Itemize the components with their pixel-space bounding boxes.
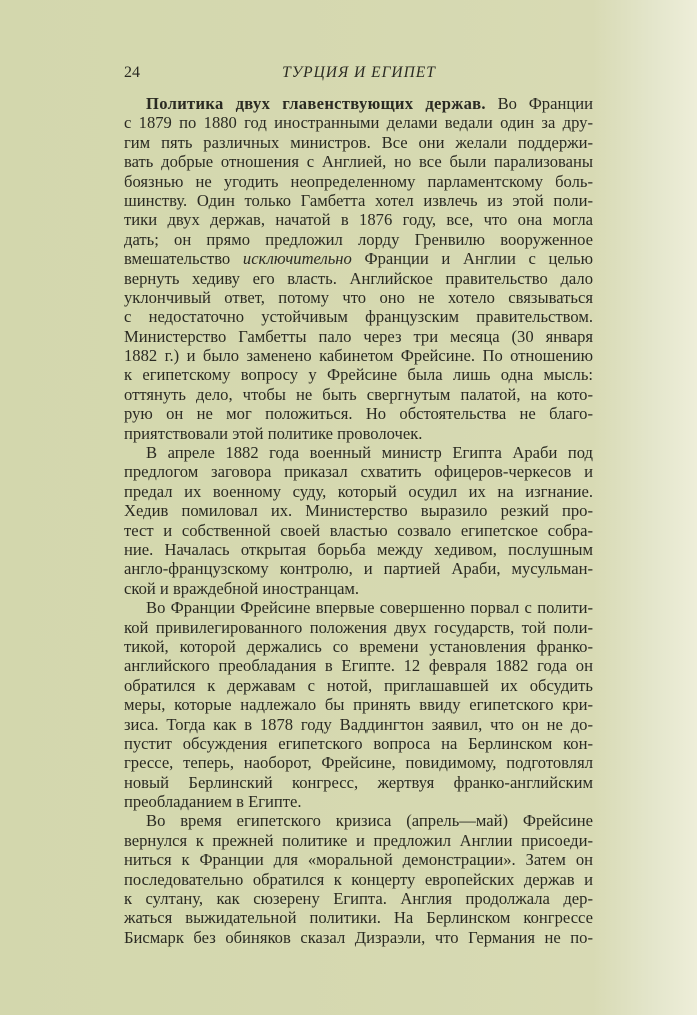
text-line: пустит обсуждения египетского вопроса на Берлинском кон- [124, 733, 593, 753]
text-line: с 1879 по 1880 год иностранными делами ведали один за дру- [124, 113, 593, 133]
text-line: грессе, теперь, наоборот, Фрейсине, повидимому, подготовлял [124, 753, 593, 773]
text-line: преобладанием в Египте. [124, 792, 302, 812]
section-heading: Политика двух главенствующих держав. [146, 94, 486, 113]
paragraph-2 [124, 443, 593, 598]
text-line: уклончивый ответ, потому что оно не хотело связываться [124, 287, 593, 307]
text-line: тикой, которой держались со времени установления франко- [124, 636, 593, 656]
text-line: Бисмарк без обиняков сказал Дизраэли, что Германия не по- [124, 927, 593, 947]
page-number: 24 [124, 64, 140, 81]
text-line: предлогом заговора приказал схватить офицеров-черкесов и [124, 462, 593, 482]
text-line: рую он не мог положиться. Но обстоятельства не благо- [124, 404, 593, 424]
text-line: зиса. Тогда как в 1878 году Ваддингтон заявил, что он не до- [124, 714, 593, 734]
text-line: Министерство Гамбетты пало через три месяца (30 января [124, 326, 593, 346]
text-line: тест и собственной своей властью созвало египетское собра- [124, 520, 593, 540]
text-line: к султану, как сюзерену Египта. Англия продолжала дер- [124, 889, 593, 909]
paragraph-4 [124, 811, 593, 947]
text-line: к египетскому вопросу у Фрейсине была лишь одна мысль: [124, 365, 593, 385]
text-body [124, 94, 593, 947]
text-line: английского преобладания в Египте. 12 февраля 1882 года он [124, 656, 593, 676]
paragraph-1 [124, 94, 593, 443]
text-line [124, 249, 593, 268]
text-line: оттянуть дело, чтобы не быть свергнутым палатой, на кото- [124, 384, 593, 404]
text-line: гим пять различных министров. Все они желали поддержи- [124, 132, 593, 152]
text-line: 1882 г.) и было заменено кабинетом Фрейсине. По отношению [124, 346, 593, 366]
text-line: жаться выжидательной политики. На Берлинском конгрессе [124, 908, 593, 928]
text-line: дать; он прямо предложил лорду Гренвилю вооруженное [124, 229, 593, 249]
text-line: тики двух держав, начатой в 1876 году, все, что она могла [124, 210, 593, 230]
text-line: ние. Началась открытая борьба между хедивом, послушным [124, 539, 593, 559]
text-line: вернуть хедиву его власть. Английское правительство дало [124, 268, 593, 288]
text-line: Во Франции Фрейсине впервые совершенно порвал с полити- [146, 598, 593, 618]
text-line: обратился к державам с нотой, приглашавшей их обсудить [124, 675, 593, 695]
emphasized-word: исключительно [242, 249, 352, 269]
text-line: боязнью не угодить неопределенному парламентскому боль- [124, 171, 593, 191]
text-line: вернулся к прежней политике и предложил Англии присоеди- [124, 830, 593, 850]
paragraph-3 [124, 598, 593, 811]
text-line [124, 94, 593, 113]
text-line: вать добрые отношения с Англией, но все были парализованы [124, 152, 593, 172]
text-line: приятствовали этой политике проволочек. [124, 423, 423, 443]
text-line: последовательно обратился к концерту европейских держав и [124, 869, 593, 889]
text-line: кой привилегированного положения двух государств, той поли- [124, 617, 593, 637]
text-line: шинству. Один только Гамбетта хотел извлечь из этой поли- [124, 190, 593, 210]
line-text: вмешательство [124, 249, 243, 269]
text-line: В апреле 1882 года военный министр Египта Араби под [146, 443, 593, 463]
text-line: новый Берлинский конгресс, жертвуя франко-английским [124, 772, 593, 792]
running-head [124, 64, 594, 86]
text-line: ниться к Франции для «моральной демонстрации». Затем он [124, 850, 593, 870]
text-line: предал их военному суду, который осудил их на изгнание. [124, 481, 593, 501]
text-line: англо-французскому контролю, и партией Араби, мусульман- [124, 559, 593, 579]
line-text: Франции и Англии с целью [351, 249, 593, 269]
text-line: Хедив помиловал их. Министерство выразило резкий про- [124, 501, 593, 521]
line-text: Во Франции [485, 94, 593, 113]
text-line: меры, которые надлежало бы принять ввиду египетского кри- [124, 695, 593, 715]
text-line: Во время египетского кризиса (апрель—май) Фрейсине [146, 811, 593, 831]
text-line: с недостаточно устойчивым французским правительством. [124, 307, 593, 327]
text-line: ской и враждебной иностранцам. [124, 578, 360, 598]
running-title: ТУРЦИЯ И ЕГИПЕТ [282, 64, 436, 81]
